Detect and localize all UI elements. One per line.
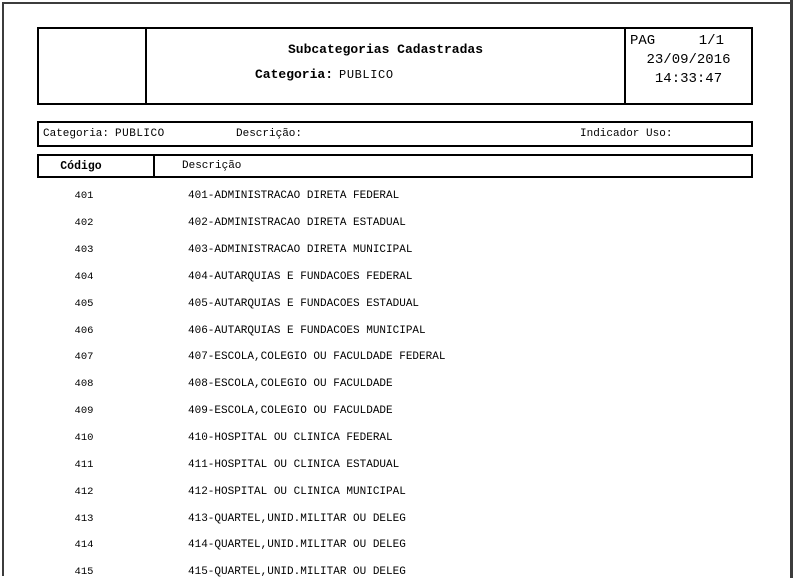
page-value: 1/1 (698, 33, 724, 49)
viewport-border-top (2, 2, 792, 4)
row-description: 407-ESCOLA,COLEGIO OU FACULDADE FEDERAL (188, 351, 446, 364)
filter-category-label: Categoria: (43, 128, 110, 140)
table-row (37, 237, 753, 264)
table-row (37, 264, 753, 291)
filter-category (43, 128, 165, 140)
row-description: 401-ADMINISTRACAO DIRETA FEDERAL (188, 190, 400, 203)
column-header-codigo: Código (60, 159, 102, 173)
table-row (37, 344, 753, 371)
table-rows (37, 183, 753, 578)
row-code: 401 (74, 190, 94, 203)
page-title: Subcategorias Cadastradas (287, 42, 484, 57)
row-description: 412-HOSPITAL OU CLINICA MUNICIPAL (188, 485, 406, 498)
row-description: 413-QUARTEL,UNID.MILITAR OU DELEG (188, 512, 406, 525)
row-description: 402-ADMINISTRACAO DIRETA ESTADUAL (188, 217, 406, 230)
row-code: 405 (74, 297, 94, 310)
page-label: PAG (630, 33, 656, 49)
report-title-cell (147, 29, 624, 103)
column-header-descricao: Descrição (153, 156, 751, 176)
row-code: 404 (74, 270, 94, 283)
logo-placeholder (39, 29, 147, 103)
table-row (37, 371, 753, 398)
page-info-box (624, 29, 751, 103)
table-row (37, 425, 753, 452)
viewport-border-right (790, 0, 793, 578)
table-row (37, 183, 753, 210)
filter-indicator-label: Indicador Uso: (580, 128, 673, 140)
table-header (37, 154, 753, 178)
filter-category-value: PUBLICO (115, 128, 165, 140)
table-row (37, 398, 753, 425)
table-row (37, 532, 753, 559)
viewport-border-left (2, 2, 4, 576)
row-description: 406-AUTARQUIAS E FUNDACOES MUNICIPAL (188, 324, 426, 337)
row-description: 408-ESCOLA,COLEGIO OU FACULDADE (188, 378, 393, 391)
row-code: 407 (74, 351, 94, 364)
row-code: 409 (74, 405, 94, 418)
table-row (37, 559, 753, 578)
row-code: 402 (74, 217, 94, 230)
report-time: 14:33:47 (654, 71, 723, 87)
row-code: 406 (74, 324, 94, 337)
row-code: 413 (74, 512, 94, 525)
table-row (37, 478, 753, 505)
report-category-label: Categoria: (255, 67, 334, 82)
report-date: 23/09/2016 (646, 52, 731, 68)
row-description: 404-AUTARQUIAS E FUNDACOES FEDERAL (188, 270, 413, 283)
row-description: 409-ESCOLA,COLEGIO OU FACULDADE (188, 405, 393, 418)
row-code: 415 (74, 566, 94, 578)
report-category-value: PUBLICO (339, 68, 394, 82)
table-row (37, 505, 753, 532)
table-row (37, 210, 753, 237)
table-row (37, 317, 753, 344)
row-code: 403 (74, 244, 94, 257)
page-number-line (626, 32, 751, 51)
report-header (37, 27, 753, 105)
row-description: 405-AUTARQUIAS E FUNDACOES ESTADUAL (188, 297, 420, 310)
row-description: 410-HOSPITAL OU CLINICA FEDERAL (188, 432, 393, 445)
row-description: 403-ADMINISTRACAO DIRETA MUNICIPAL (188, 244, 413, 257)
table-row (37, 451, 753, 478)
row-code: 412 (74, 485, 94, 498)
row-code: 410 (74, 432, 94, 445)
row-description: 415-QUARTEL,UNID.MILITAR OU DELEG (188, 566, 406, 578)
row-description: 411-HOSPITAL OU CLINICA ESTADUAL (188, 458, 400, 471)
row-code: 411 (74, 458, 94, 471)
filter-bar (37, 121, 753, 147)
report-category-line (255, 67, 624, 82)
row-description: 414-QUARTEL,UNID.MILITAR OU DELEG (188, 539, 406, 552)
filter-description-label: Descrição: (236, 128, 303, 140)
row-code: 414 (74, 539, 94, 552)
table-row (37, 290, 753, 317)
row-code: 408 (74, 378, 94, 391)
